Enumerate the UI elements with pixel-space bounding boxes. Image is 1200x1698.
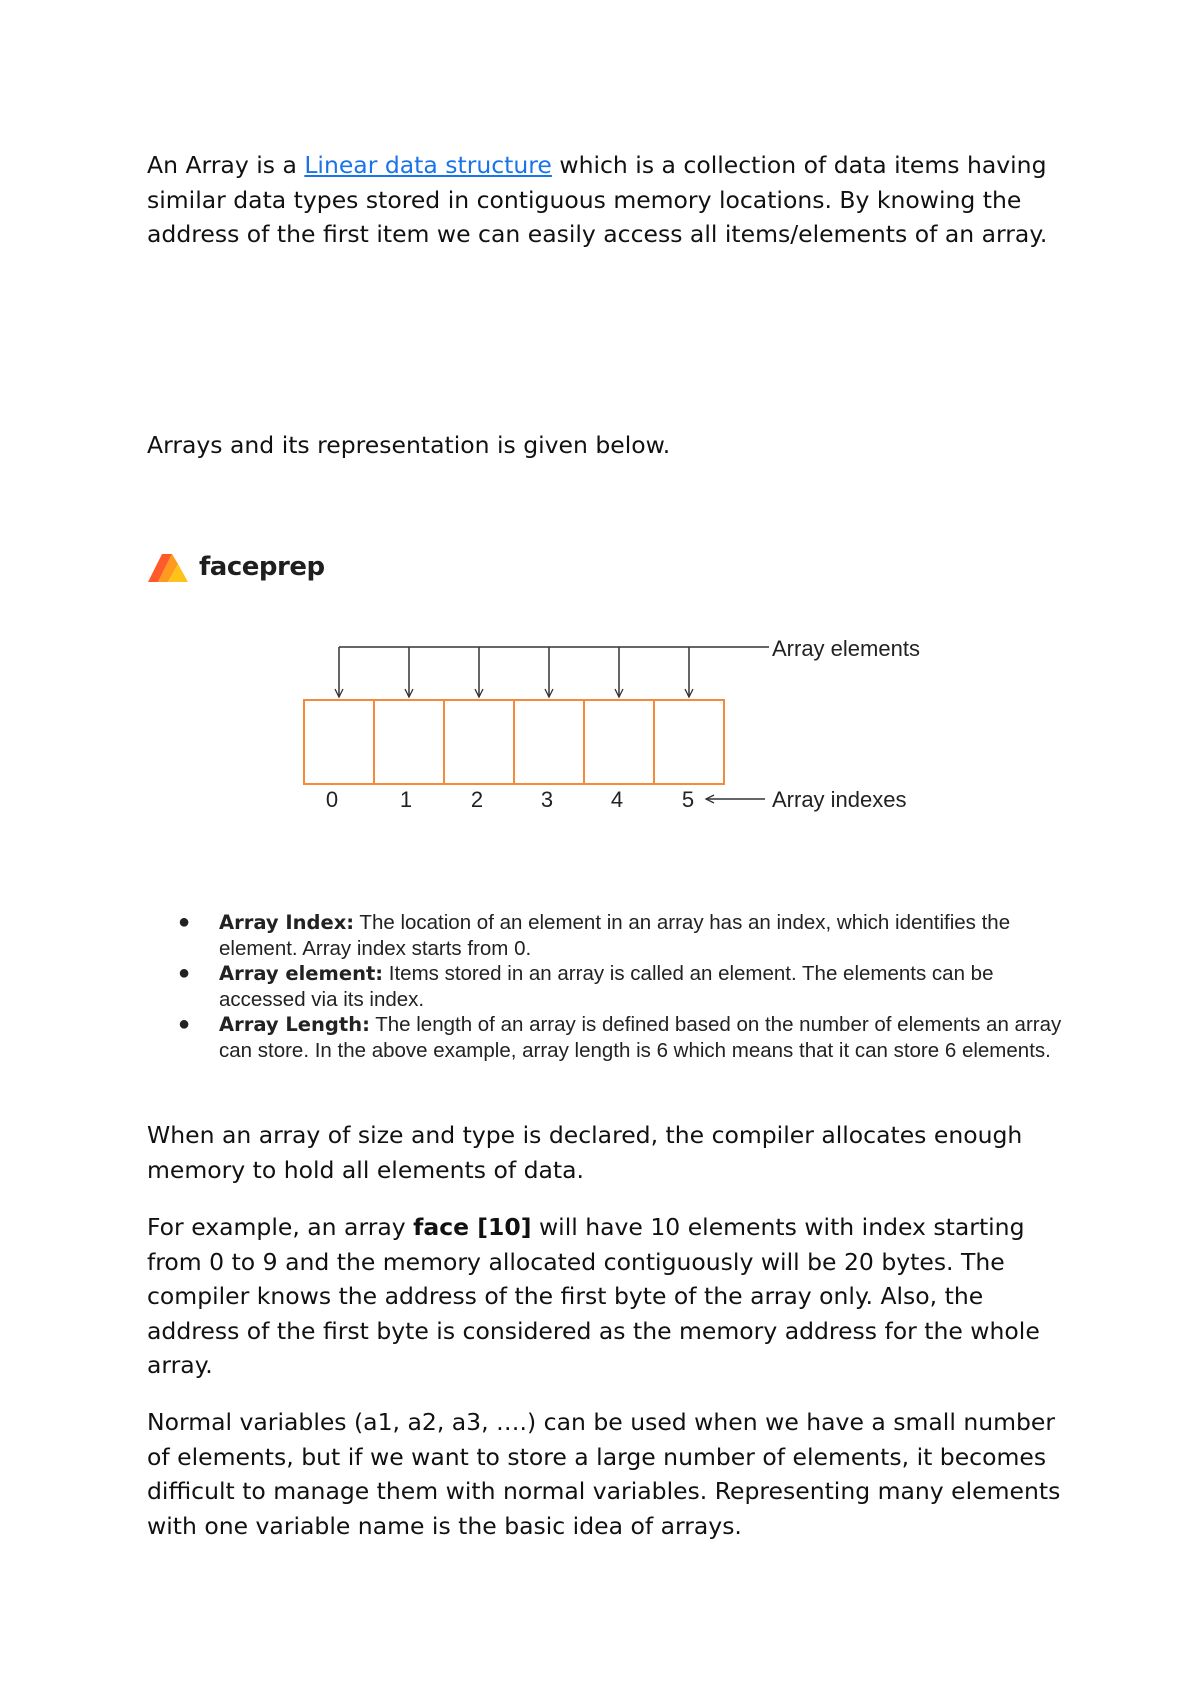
element-arrows: [335, 647, 693, 697]
linear-data-structure-link[interactable]: Linear data structure: [304, 151, 552, 179]
index-label: 1: [399, 787, 413, 812]
faceprep-logo-text: faceprep: [199, 552, 325, 582]
array-elements-label: Array elements: [772, 636, 920, 661]
list-item: [178, 961, 1078, 1012]
example-paragraph: [147, 1210, 1077, 1383]
array-boxes: [304, 700, 724, 784]
bullet-icon: ●: [178, 1013, 191, 1035]
array-box: [654, 700, 724, 784]
list-item-text: The location of an element in an array has an index, which identifies the element. Array index starts from 0.: [219, 911, 1011, 960]
list-item: [178, 910, 1078, 961]
array-box: [374, 700, 444, 784]
representation-text: Arrays and its representation is given below.: [147, 431, 671, 459]
bullet-icon: ●: [178, 962, 191, 984]
array-box: [514, 700, 584, 784]
example-text-end: will have 10 elements with index starting from 0 to 9 and the memory allocated contiguously will be 20 bytes. The compiler knows the address of the first byte of the array only. Also, the address of the first byte is considered as the memory address for the whole array.: [147, 1213, 1040, 1379]
list-item-text: The length of an array is defined based on the number of elements an array can store. In the above example, array length is 6 which means that it can store 6 elements.: [219, 1013, 1062, 1062]
index-label: 2: [470, 787, 484, 812]
declaration-paragraph: When an array of size and type is declared, the compiler allocates enough memory to hold all elements of data.: [147, 1121, 1023, 1184]
normal-variables-paragraph: Normal variables (a1, a2, a3, ….) can be used when we have a small number of elements, but if we want to store a large number of elements, it becomes difficult to manage them with normal variables. Representing many elements with one variable name is the basic idea of arrays.: [147, 1408, 1061, 1540]
list-item-term: Array Index:: [219, 911, 355, 934]
list-item-term: Array Length:: [219, 1013, 370, 1036]
list-item-text: Items stored in an array is called an element. The elements can be accessed via its index.: [219, 962, 994, 1011]
array-box: [584, 700, 654, 784]
intro-text-end: which is a collection of data items having similar data types stored in contiguous memory locations. By knowing the address of the first item we can easily access all items/elements of an array.: [147, 151, 1048, 248]
array-box: [444, 700, 514, 784]
index-label: 5: [681, 787, 695, 812]
index-label: 3: [540, 787, 554, 812]
array-indexes-label: Array indexes: [772, 787, 907, 812]
index-label: 0: [325, 787, 339, 812]
index-label: 4: [610, 787, 624, 812]
bullet-icon: ●: [178, 911, 191, 933]
intro-text-start: An Array is a: [147, 151, 305, 179]
list-item-term: Array element:: [219, 962, 384, 985]
example-code: face [10]: [413, 1213, 532, 1241]
example-text-start: For example, an array: [147, 1213, 414, 1241]
definition-list: [178, 910, 1078, 1063]
list-item: [178, 1012, 1078, 1063]
array-box: [304, 700, 374, 784]
